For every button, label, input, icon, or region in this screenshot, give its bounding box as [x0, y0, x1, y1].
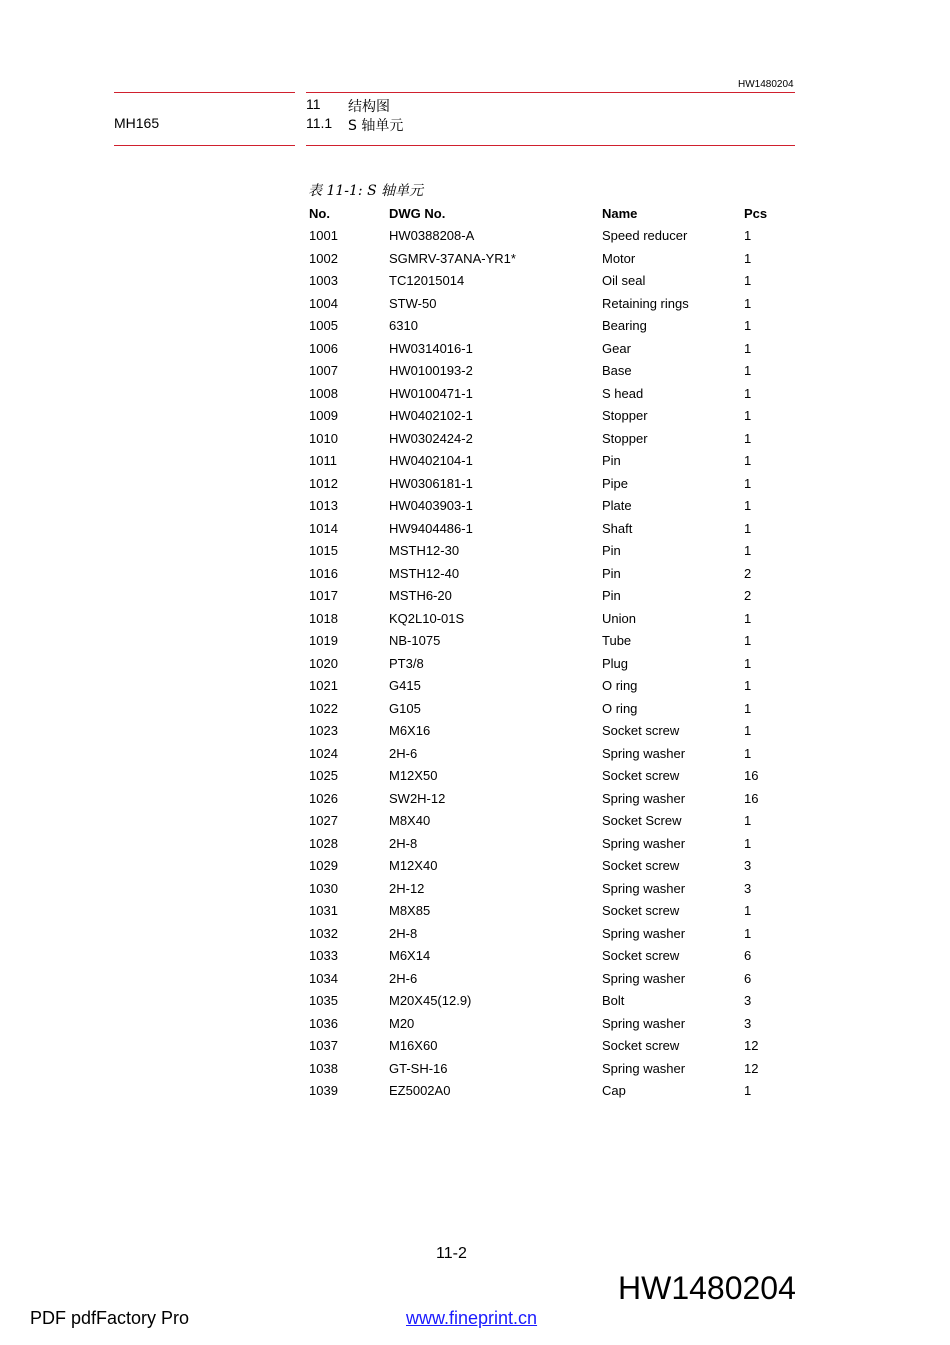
cell-pcs: 1	[744, 295, 752, 311]
cell-dwg-no: 2H-8	[389, 925, 418, 941]
cell-pcs: 1	[744, 1083, 752, 1099]
table-row	[304, 810, 794, 833]
cell-no: 1010	[309, 430, 338, 446]
cell-dwg-no: GT-SH-16	[389, 1060, 448, 1076]
cell-no: 1007	[309, 363, 338, 379]
cell-pcs: 1	[744, 340, 752, 356]
cell-dwg-no: MSTH6-20	[389, 588, 452, 604]
cell-pcs: 1	[744, 610, 752, 626]
cell-dwg-no: KQ2L10-01S	[389, 610, 465, 626]
table-row	[304, 832, 794, 855]
cell-dwg-no: 2H-12	[389, 880, 425, 896]
cell-pcs: 1	[744, 633, 752, 649]
parts-table	[304, 202, 794, 1102]
cell-dwg-no: 2H-8	[389, 835, 418, 851]
cell-pcs: 1	[744, 655, 752, 671]
cell-no: 1035	[309, 993, 338, 1009]
cell-dwg-no: HW0402104-1	[389, 453, 473, 469]
table-row	[304, 945, 794, 968]
cell-dwg-no: HW0302424-2	[389, 430, 473, 446]
cell-dwg-no: HW0306181-1	[389, 475, 473, 491]
table-row	[304, 472, 794, 495]
cell-dwg-no: M12X50	[389, 768, 438, 784]
cell-name: Pin	[602, 588, 621, 604]
cell-name: Stopper	[602, 408, 648, 424]
cell-dwg-no: M6X16	[389, 723, 431, 739]
page-number: 11-2	[436, 1245, 467, 1262]
cell-dwg-no: MSTH12-40	[389, 565, 460, 581]
cell-name: Spring washer	[602, 1015, 686, 1031]
table-row	[304, 877, 794, 900]
cell-no: 1020	[309, 655, 338, 671]
cell-dwg-no: HW0403903-1	[389, 498, 473, 514]
cell-name: Socket screw	[602, 948, 680, 964]
cell-no: 1002	[309, 250, 338, 266]
table-row	[304, 900, 794, 923]
cell-pcs: 1	[744, 813, 752, 829]
cell-no: 1016	[309, 565, 338, 581]
table-row	[304, 787, 794, 810]
cell-dwg-no: STW-50	[389, 295, 437, 311]
cell-dwg-no: M16X60	[389, 1038, 438, 1054]
column-header-pcs: Pcs	[744, 205, 768, 221]
table-row	[304, 247, 794, 270]
header-rule	[306, 145, 795, 146]
cell-pcs: 3	[744, 993, 752, 1009]
table-row	[304, 675, 794, 698]
table-row	[304, 382, 794, 405]
cell-dwg-no: G415	[389, 678, 421, 694]
cell-pcs: 3	[744, 880, 752, 896]
column-header-dwg: DWG No.	[389, 205, 446, 221]
cell-no: 1005	[309, 318, 338, 334]
cell-pcs: 1	[744, 273, 752, 289]
column-header-no: No.	[309, 205, 330, 221]
table-row	[304, 990, 794, 1013]
cell-pcs: 1	[744, 430, 752, 446]
cell-pcs: 2	[744, 565, 752, 581]
table-row	[304, 405, 794, 428]
cell-pcs: 1	[744, 543, 752, 559]
cell-dwg-no: EZ5002A0	[389, 1083, 451, 1099]
cell-name: Plug	[602, 655, 629, 671]
table-row	[304, 697, 794, 720]
cell-name: Spring washer	[602, 745, 686, 761]
section-number: 11.1	[306, 115, 333, 131]
table-row	[304, 225, 794, 248]
cell-pcs: 1	[744, 903, 752, 919]
cell-name: O ring	[602, 700, 638, 716]
cell-name: Shaft	[602, 520, 633, 536]
cell-pcs: 1	[744, 453, 752, 469]
cell-dwg-no: TC12015014	[389, 273, 465, 289]
cell-no: 1037	[309, 1038, 338, 1054]
cell-no: 1025	[309, 768, 338, 784]
table-row	[304, 1080, 794, 1103]
cell-name: Bolt	[602, 993, 625, 1009]
cell-name: Spring washer	[602, 880, 686, 896]
cell-dwg-no: HW0100193-2	[389, 363, 473, 379]
cell-dwg-no: NB-1075	[389, 633, 441, 649]
cell-name: Socket screw	[602, 768, 680, 784]
table-row	[304, 292, 794, 315]
cell-pcs: 2	[744, 588, 752, 604]
cell-name: Union	[602, 610, 636, 626]
cell-pcs: 1	[744, 498, 752, 514]
cell-name: Socket screw	[602, 858, 680, 874]
table-row	[304, 517, 794, 540]
cell-no: 1003	[309, 273, 338, 289]
cell-no: 1027	[309, 813, 338, 829]
table-row	[304, 967, 794, 990]
table-row	[304, 360, 794, 383]
cell-dwg-no: G105	[389, 700, 421, 716]
cell-no: 1039	[309, 1083, 338, 1099]
cell-name: Pin	[602, 543, 621, 559]
cell-no: 1001	[309, 228, 338, 244]
cell-dwg-no: MSTH12-30	[389, 543, 460, 559]
cell-name: S head	[602, 385, 644, 401]
cell-pcs: 1	[744, 700, 752, 716]
cell-pcs: 16	[744, 790, 759, 806]
cell-no: 1019	[309, 633, 338, 649]
cell-no: 1021	[309, 678, 338, 694]
cell-pcs: 1	[744, 835, 752, 851]
cell-name: Spring washer	[602, 1060, 686, 1076]
cell-no: 1031	[309, 903, 338, 919]
cell-dwg-no: M20X45(12.9)	[389, 993, 472, 1009]
cell-no: 1006	[309, 340, 338, 356]
cell-name: Socket screw	[602, 1038, 680, 1054]
cell-no: 1012	[309, 475, 338, 491]
cell-dwg-no: SGMRV-37ANA-YR1*	[389, 250, 516, 266]
cell-name: Socket screw	[602, 723, 680, 739]
cell-pcs: 3	[744, 858, 752, 874]
table-row	[304, 585, 794, 608]
table-row	[304, 630, 794, 653]
cell-pcs: 12	[744, 1060, 759, 1076]
table-row	[304, 720, 794, 743]
cell-name: Spring washer	[602, 835, 686, 851]
cell-dwg-no: HW0402102-1	[389, 408, 473, 424]
cell-no: 1028	[309, 835, 338, 851]
cell-no: 1023	[309, 723, 338, 739]
cell-name: Pipe	[602, 475, 629, 491]
header-rule	[114, 92, 295, 93]
table-row	[304, 495, 794, 518]
cell-pcs: 12	[744, 1038, 759, 1054]
table-row	[304, 337, 794, 360]
cell-no: 1030	[309, 880, 338, 896]
cell-dwg-no: HW9404486-1	[389, 520, 473, 536]
table-row	[304, 855, 794, 878]
cell-dwg-no: HW0100471-1	[389, 385, 473, 401]
cell-name: Socket Screw	[602, 813, 682, 829]
cell-no: 1014	[309, 520, 338, 536]
pdffactory-label: PDF pdfFactory Pro	[30, 1308, 190, 1328]
footer-doc-id: HW1480204	[618, 1270, 796, 1306]
cell-name: Pin	[602, 565, 621, 581]
cell-pcs: 3	[744, 1015, 752, 1031]
cell-dwg-no: M8X85	[389, 903, 431, 919]
cell-dwg-no: 6310	[389, 318, 418, 334]
cell-name: Spring washer	[602, 790, 686, 806]
cell-pcs: 1	[744, 475, 752, 491]
cell-name: Speed reducer	[602, 228, 688, 244]
cell-name: Socket screw	[602, 903, 680, 919]
cell-pcs: 6	[744, 970, 752, 986]
cell-dwg-no: 2H-6	[389, 970, 418, 986]
cell-no: 1011	[309, 453, 337, 469]
table-row	[304, 315, 794, 338]
cell-dwg-no: M8X40	[389, 813, 431, 829]
cell-no: 1034	[309, 970, 338, 986]
header-rule	[114, 145, 295, 146]
cell-dwg-no: M20	[389, 1015, 415, 1031]
table-row	[304, 562, 794, 585]
cell-name: Pin	[602, 453, 621, 469]
table-row	[304, 1012, 794, 1035]
cell-dwg-no: HW0388208-A	[389, 228, 475, 244]
product-name: MH165	[114, 115, 160, 131]
cell-name: Cap	[602, 1083, 626, 1099]
cell-name: Base	[602, 363, 632, 379]
cell-no: 1032	[309, 925, 338, 941]
cell-name: Motor	[602, 250, 636, 266]
chapter-number: 11	[306, 96, 321, 112]
section-title: S 轴单元	[348, 118, 404, 134]
table-caption: 表 11-1: S 轴单元	[308, 183, 424, 199]
cell-pcs: 1	[744, 318, 752, 334]
cell-pcs: 16	[744, 768, 759, 784]
header-rule	[306, 92, 795, 93]
cell-name: Spring washer	[602, 970, 686, 986]
cell-no: 1008	[309, 385, 338, 401]
cell-no: 1026	[309, 790, 338, 806]
cell-pcs: 1	[744, 520, 752, 536]
cell-no: 1036	[309, 1015, 338, 1031]
cell-name: Stopper	[602, 430, 648, 446]
table-row	[304, 1035, 794, 1058]
cell-pcs: 1	[744, 678, 752, 694]
cell-dwg-no: PT3/8	[389, 655, 424, 671]
cell-dwg-no: 2H-6	[389, 745, 418, 761]
cell-no: 1022	[309, 700, 338, 716]
cell-name: Gear	[602, 340, 631, 356]
cell-name: O ring	[602, 678, 638, 694]
cell-pcs: 1	[744, 250, 752, 266]
cell-name: Spring washer	[602, 925, 686, 941]
cell-name: Bearing	[602, 318, 647, 334]
fineprint-link[interactable]: www.fineprint.cn	[406, 1308, 538, 1328]
cell-pcs: 1	[744, 408, 752, 424]
cell-pcs: 1	[744, 228, 752, 244]
parts-table-body	[304, 225, 794, 1103]
cell-pcs: 1	[744, 925, 752, 941]
table-header-row	[304, 202, 794, 225]
cell-pcs: 1	[744, 723, 752, 739]
cell-no: 1013	[309, 498, 338, 514]
cell-dwg-no: M12X40	[389, 858, 438, 874]
table-row	[304, 540, 794, 563]
cell-pcs: 1	[744, 363, 752, 379]
cell-name: Retaining rings	[602, 295, 689, 311]
cell-name: Plate	[602, 498, 632, 514]
table-row	[304, 922, 794, 945]
cell-no: 1015	[309, 543, 338, 559]
table-row	[304, 427, 794, 450]
table-row	[304, 450, 794, 473]
cell-dwg-no: SW2H-12	[389, 790, 446, 806]
cell-pcs: 1	[744, 385, 752, 401]
cell-no: 1033	[309, 948, 338, 964]
cell-no: 1024	[309, 745, 338, 761]
cell-dwg-no: HW0314016-1	[389, 340, 473, 356]
cell-no: 1018	[309, 610, 338, 626]
header-doc-id: HW1480204	[738, 79, 794, 90]
chapter-title: 结构图	[348, 99, 390, 115]
cell-no: 1038	[309, 1060, 338, 1076]
cell-no: 1004	[309, 295, 338, 311]
table-row	[304, 270, 794, 293]
cell-pcs: 6	[744, 948, 752, 964]
table-row	[304, 607, 794, 630]
table-row	[304, 742, 794, 765]
table-row	[304, 1057, 794, 1080]
cell-no: 1029	[309, 858, 338, 874]
table-row	[304, 652, 794, 675]
cell-dwg-no: M6X14	[389, 948, 431, 964]
table-row	[304, 765, 794, 788]
cell-name: Oil seal	[602, 273, 646, 289]
cell-name: Tube	[602, 633, 632, 649]
column-header-name: Name	[602, 205, 638, 221]
cell-no: 1009	[309, 408, 338, 424]
cell-no: 1017	[309, 588, 338, 604]
cell-pcs: 1	[744, 745, 752, 761]
